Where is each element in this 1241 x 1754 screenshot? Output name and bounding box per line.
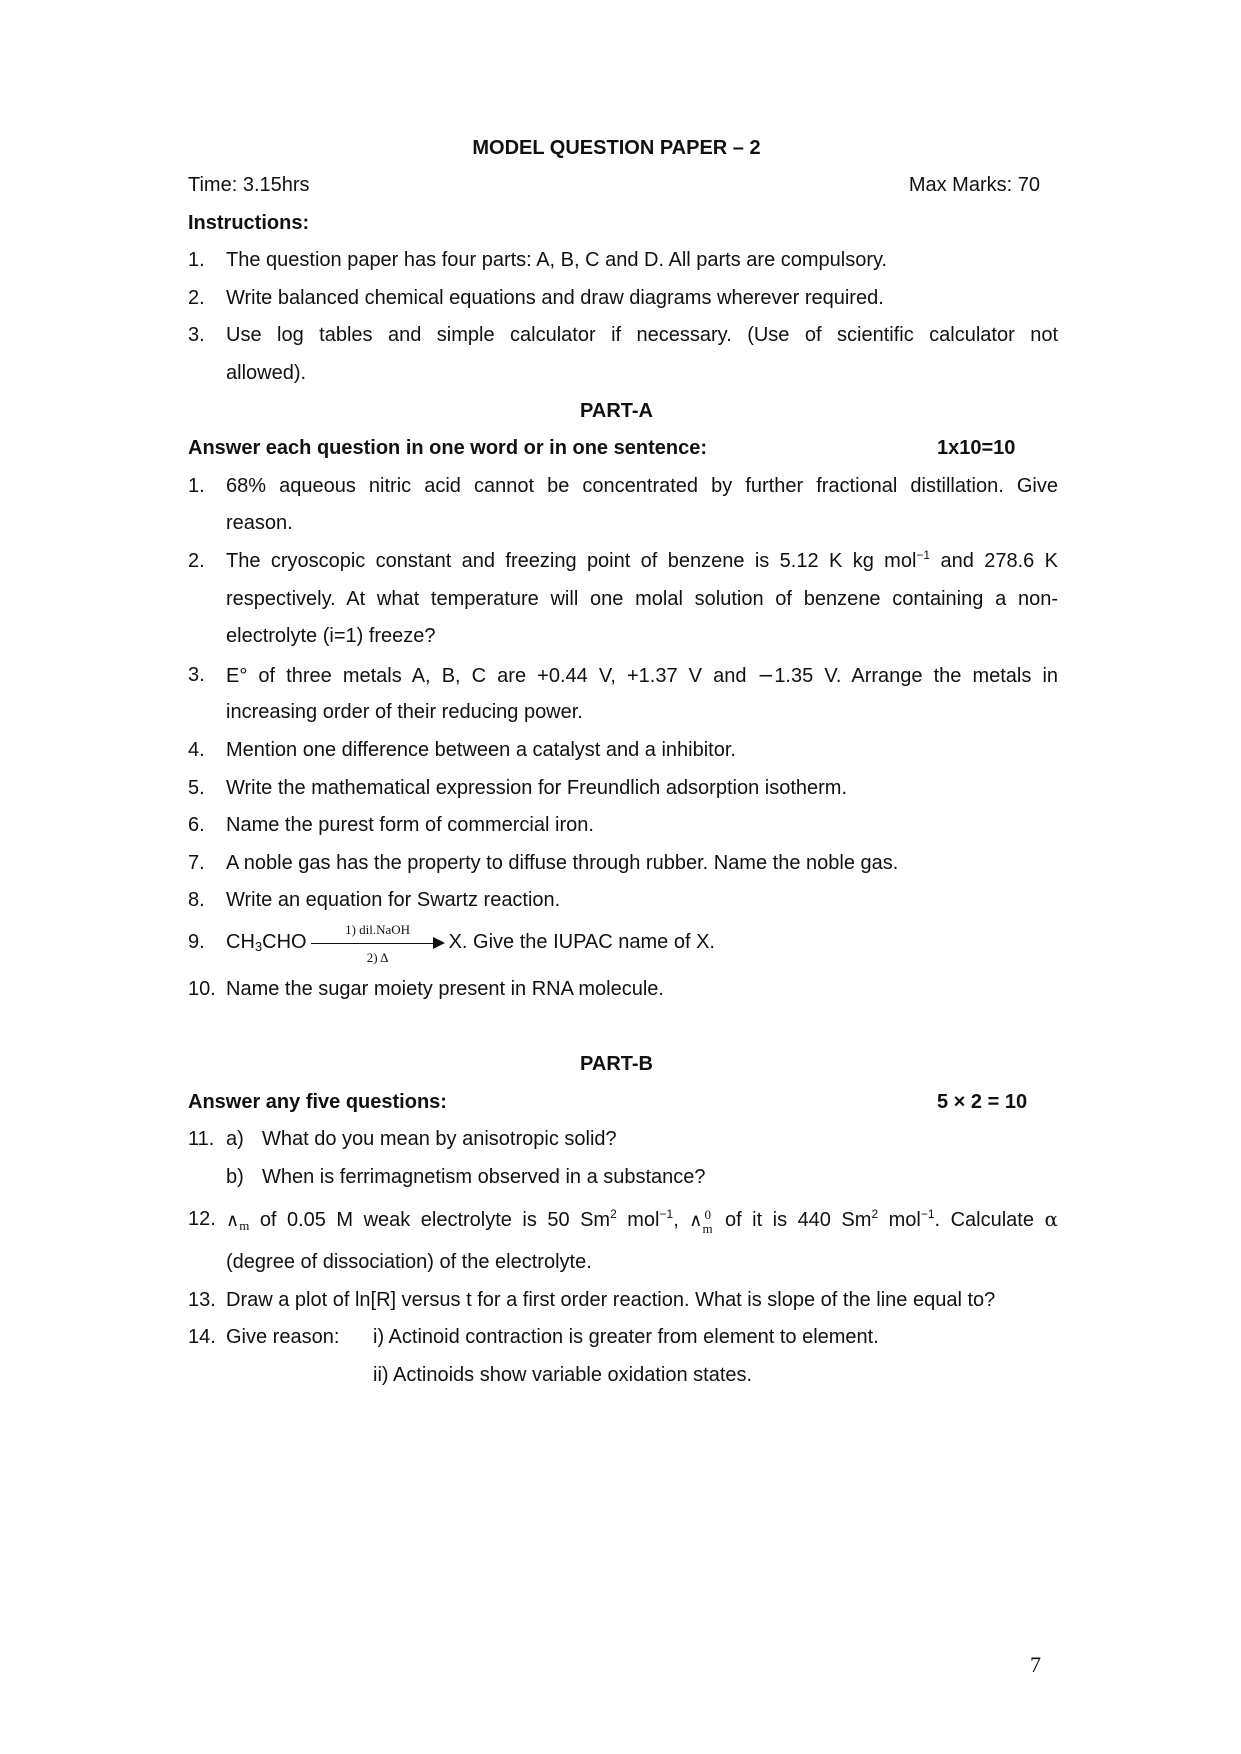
question-text-part: and 278.6 K (930, 550, 1058, 572)
question-text-part: mol (878, 1209, 921, 1231)
superscript: 0 (704, 1207, 711, 1222)
question-text: Write the mathematical expression for Freundlich adsorption isotherm. (226, 777, 848, 799)
question-number: 7. (188, 852, 205, 874)
question-text: 68% aqueous nitric acid cannot be concentrated by further fractional distillation. Give (226, 475, 1058, 497)
sub-question-text: i) Actinoid contraction is greater from element to element. (373, 1326, 879, 1348)
question-number: 8. (188, 889, 205, 911)
question-text-part: mol (616, 1209, 660, 1231)
superscript: 2 (871, 1207, 879, 1221)
question-text (226, 1206, 1058, 1235)
max-marks-label: Max Marks: 70 (908, 174, 1040, 196)
question-number: 2. (188, 550, 205, 572)
question-number: 5. (188, 777, 205, 799)
instructions-heading: Instructions: (188, 212, 310, 234)
instruction-number: 3. (188, 324, 205, 346)
instruction-text: Write balanced chemical equations and draw diagrams wherever required. (226, 287, 884, 309)
question-text (226, 662, 1058, 689)
question-text (226, 922, 715, 965)
reactant-formula (226, 931, 307, 953)
sub-question-text: What do you mean by anisotropic solid? (262, 1128, 617, 1150)
sub-question-text: When is ferrimagnetism observed in a substance? (262, 1166, 706, 1188)
question-text-continued: respectively. At what temperature will one molal solution of benzene containing a non- (226, 588, 1058, 610)
question-text (226, 548, 1058, 574)
formula-part: CH (226, 931, 255, 953)
question-number: 10. (188, 978, 216, 1000)
minus-sign: − (757, 663, 775, 687)
reaction-arrow (311, 922, 445, 965)
part-b-directive: Answer any five questions: (188, 1091, 447, 1113)
question-number: 14. (188, 1326, 216, 1348)
condition-label: 2) Δ (366, 950, 389, 965)
question-text-part: The cryoscopic constant and freezing point of benzene is 5.12 K kg mol (226, 550, 917, 572)
sub-question-text: ii) Actinoids show variable oxidation states. (373, 1364, 753, 1386)
question-number: 6. (188, 814, 205, 836)
question-text: Draw a plot of ln[R] versus t for a first order reaction. What is slope of the line equal to? (226, 1289, 996, 1311)
instruction-number: 1. (188, 249, 205, 271)
time-label: Time: 3.15hrs (188, 174, 310, 196)
question-text-continued: increasing order of their reducing power. (226, 701, 583, 723)
page-number: 7 (1030, 1652, 1041, 1677)
question-text-part: . Calculate (934, 1209, 1045, 1231)
part-b-heading: PART-B (580, 1053, 653, 1075)
part-a-directive: Answer each question in one word or in one sentence: (188, 437, 707, 459)
instruction-text: Use log tables and simple calculator if necessary. (Use of scientific calculator not (226, 324, 1058, 346)
reagent-label: 1) dil.NaOH (345, 922, 411, 937)
part-b-marks: 5 × 2 = 10 (937, 1091, 1028, 1113)
question-text-part: , (673, 1209, 679, 1231)
instruction-text-continued: allowed). (226, 362, 307, 384)
subscript: m (702, 1221, 713, 1236)
question-text-part: X. Give the IUPAC name of X. (448, 931, 715, 953)
subscript: 3 (254, 939, 263, 954)
question-number: 11. (188, 1128, 215, 1150)
molar-conductivity-symbol: ∧ (226, 1210, 240, 1231)
subscript: m (239, 1218, 250, 1233)
superscript: −1 (916, 548, 931, 562)
part-a-marks: 1x10=10 (937, 437, 1016, 459)
question-text-part: of it is 440 Sm (724, 1209, 872, 1231)
question-text: A noble gas has the property to diffuse through rubber. Name the noble gas. (226, 852, 899, 874)
question-text: Name the purest form of commercial iron. (226, 814, 594, 836)
question-number: 9. (188, 931, 205, 953)
question-text-part: 1.35 V. Arrange the metals in (774, 665, 1059, 687)
question-text-continued: (degree of dissociation) of the electrolyte. (226, 1251, 592, 1273)
sub-question-label: b) (226, 1166, 244, 1188)
question-text: Write an equation for Swartz reaction. (226, 889, 561, 911)
limiting-molar-conductivity-symbol: ∧ (689, 1210, 703, 1231)
question-number: 4. (188, 739, 205, 761)
superscript: 2 (610, 1207, 617, 1221)
alpha-symbol: α (1044, 1207, 1058, 1231)
formula-part: CHO (262, 931, 307, 953)
sub-question-label: a) (226, 1128, 244, 1150)
question-number: 1. (188, 475, 205, 497)
question-number: 3. (188, 664, 205, 686)
instruction-text: The question paper has four parts: A, B, C and D. All parts are compulsory. (226, 249, 888, 271)
instruction-number: 2. (188, 287, 205, 309)
arrow-head-icon (433, 937, 445, 949)
question-text-part: E° of three metals A, B, C are +0.44 V, +1.37 V and (226, 665, 758, 687)
question-label: Give reason: (226, 1326, 340, 1348)
question-number: 13. (188, 1289, 216, 1311)
arrow-shaft (311, 943, 437, 944)
paper-title: MODEL QUESTION PAPER – 2 (472, 137, 761, 159)
sub-superscript (702, 1206, 714, 1236)
question-text: Mention one difference between a catalyst and a inhibitor. (226, 739, 736, 761)
question-text: Name the sugar moiety present in RNA molecule. (226, 978, 664, 1000)
question-text-continued: electrolyte (i=1) freeze? (226, 625, 436, 647)
superscript: −1 (920, 1207, 935, 1221)
superscript: −1 (659, 1207, 674, 1221)
question-number: 12. (188, 1208, 216, 1230)
part-a-heading: PART-A (580, 400, 653, 422)
question-text-part: of 0.05 M weak electrolyte is 50 Sm (259, 1209, 611, 1231)
question-text-continued: reason. (226, 512, 293, 534)
